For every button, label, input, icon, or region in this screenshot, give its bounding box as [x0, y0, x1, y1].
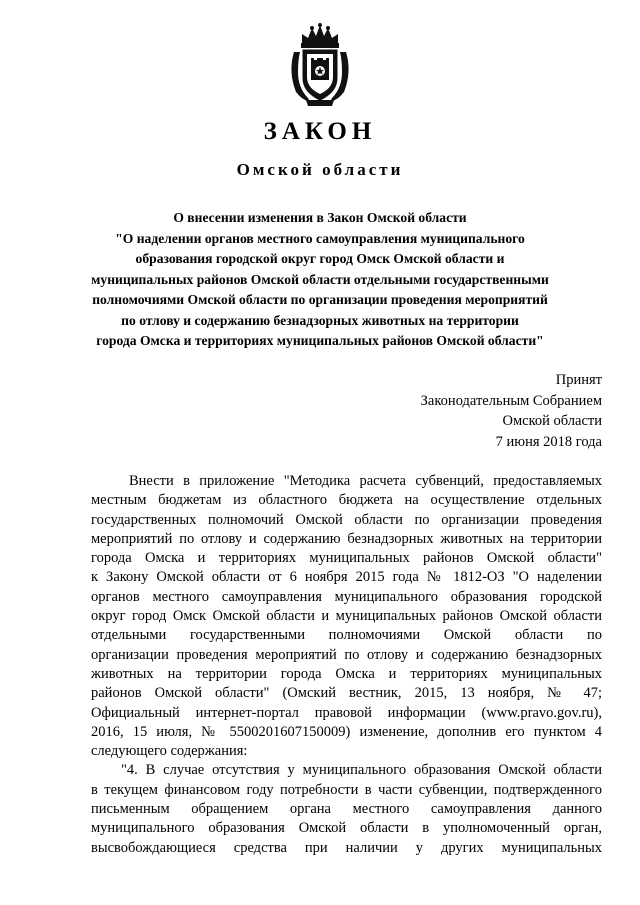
adoption-date: 7 июня 2018 года	[495, 433, 602, 450]
body-line: мероприятий по отлову и содержанию безнадзорных животных на территории	[91, 530, 602, 547]
law-heading-line: образования городской округ город Омск Омской области и	[135, 251, 505, 266]
body-line: районов Омской области" (Омский вестник, 2015, 13 ноября, № 47;	[91, 685, 602, 702]
body-line: следующего содержания:	[91, 743, 248, 760]
document-title: ЗАКОН	[263, 118, 377, 145]
adoption-line: Законодательным Собранием	[420, 392, 602, 409]
adoption-block	[421, 370, 602, 452]
law-heading-line: по отлову и содержанию безнадзорных животных на территории	[121, 312, 519, 328]
adoption-line: Принят	[555, 372, 602, 388]
body-line: государственных полномочий Омской области по организации проведения	[91, 511, 602, 528]
body-line: Официальный интернет-портал правовой информации (www.pravo.gov.ru),	[91, 704, 602, 721]
omsk-coat-of-arms-icon	[288, 22, 352, 108]
body-line: Внести в приложение "Методика расчета субвенций, предоставляемых	[129, 473, 602, 489]
body-line: отдельными государственными полномочиями Омской области по	[91, 627, 602, 644]
body-line: высвобождающиеся средства при наличии у других муниципальных	[91, 839, 602, 856]
body-line: округ город Омск Омской области и муниципальных районов Омской области	[91, 608, 602, 625]
body-line: в текущем финансовом году потребности в части субвенции, подтвержденного	[91, 781, 602, 798]
law-heading-line: О внесении изменения в Закон Омской области	[173, 210, 467, 225]
body-line: города Омска и территориях муниципальных районов Омской области"	[91, 550, 602, 567]
body-line: органов местного самоуправления муниципального образования городской	[91, 588, 602, 605]
body-line: животных на территории города Омска и территориях муниципальных	[91, 665, 602, 682]
body-line: местным бюджетам из областного бюджета на осуществление отдельных	[91, 492, 602, 509]
law-heading	[40, 208, 600, 352]
body-line: организации проведения мероприятий по отлову и содержанию безнадзорных	[91, 646, 602, 663]
adoption-line: Омской области	[502, 413, 602, 429]
law-heading-line: города Омска и территориях муниципальных районов Омской области"	[96, 333, 544, 348]
body-line: муниципального образования Омской области в уполномоченный орган,	[91, 820, 602, 837]
law-body	[91, 472, 602, 858]
document-subtitle: Омской области	[236, 160, 404, 179]
law-heading-line: "О наделении органов местного самоуправления муниципального	[115, 230, 525, 246]
law-heading-line: полномочиями Омской области по организации проведения мероприятий	[92, 292, 548, 307]
body-line: письменным обращением органа местного самоуправления данного	[91, 801, 602, 818]
body-line: 2016, 15 июля, № 5500201607150009) изменение, дополнив его пунктом 4	[91, 723, 602, 740]
law-heading-line: муниципальных районов Омской области отдельными государственными	[91, 271, 549, 287]
body-line: "4. В случае отсутствия у муниципального образования Омской области	[121, 762, 602, 779]
body-line: к Закону Омской области от 6 ноября 2015 года № 1812-ОЗ "О наделении	[91, 569, 602, 586]
